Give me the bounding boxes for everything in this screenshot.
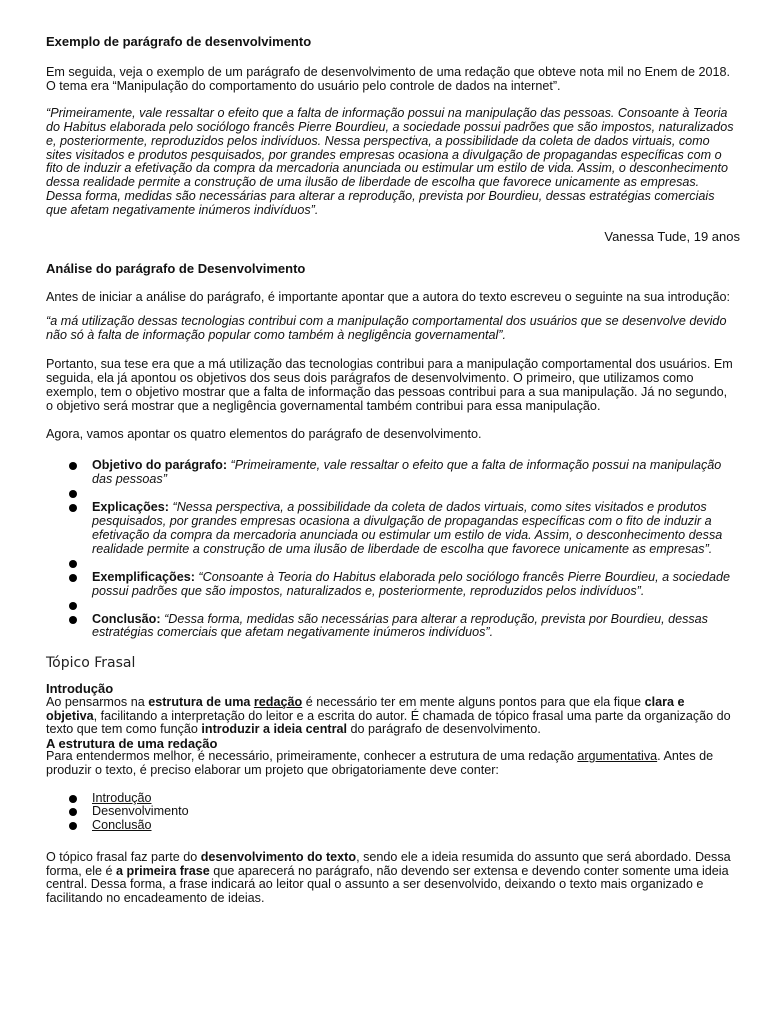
element-label: Exemplificações:	[92, 569, 195, 584]
list-item	[46, 459, 736, 487]
bullet-icon	[69, 490, 77, 498]
redacao-link[interactable]: redação	[253, 694, 303, 709]
elements-list	[46, 459, 736, 640]
topico-paragraph-3: O tópico frasal faz parte do desenvolvimento do texto, sendo ele a ideia resumida do assunto que será abordado. Dessa forma, ele é a primeira frase que aparecerá no parágrafo, não devendo ser extensa e devendo conter somente uma ideia central. Dessa forma, a frase indicará ao leitor qual o assunto a ser desenvolvido, deixando o texto mais organizado e facilitando no encadeamento de ideias.	[46, 850, 731, 906]
subheading-introducao: Introdução	[46, 681, 114, 697]
topico-paragraph-2: Para entendermos melhor, é necessário, primeiramente, conhecer a estrutura de uma redação argumentativa. Antes de produzir o texto, é preciso elaborar um projeto que obrigatoriamente deve conter:	[46, 749, 714, 777]
document-page	[46, 34, 740, 906]
bullet-icon	[69, 504, 77, 512]
list-item	[46, 613, 736, 641]
list-item	[46, 805, 736, 819]
argumentativa-link[interactable]: argumentativa	[577, 749, 658, 764]
bullet-icon	[69, 602, 77, 610]
element-text: “Dessa forma, medidas são necessárias para alterar a reprodução, prevista por Bourdieu, dessas estratégias comerciais que afetam negativamente inúmeros indivíduos”.	[92, 611, 708, 640]
section-heading-analise: Análise do parágrafo de Desenvolvimento	[46, 261, 306, 277]
list-item	[46, 501, 736, 557]
example-quote: “Primeiramente, vale ressaltar o efeito que a falta de informação possui na manipulação das pessoas. Consoante à Teoria do Habitus elaborada pelo sociólogo francês Pierre Bourdieu, a sociedade possui padrões que são impostos, naturalizados e, posteriormente, reproduzidos pelos indivíduos. Nessa perspectiva, a possibilidade da coleta de dados virtuais, como sites visitados e produtos pesquisados, por grandes empresas ocasiona a divulgação de propagandas específicas com o fito de induzir a efetivação da compra da mercadoria anunciada ou estimular um estilo de vida. Assim, o desconhecimento dessa realidade permite a construção de uma ilusão de liberdade de escolha que favorece unicamente as empresas. Dessa forma, medidas são necessárias para alterar a reprodução, prevista por Bourdieu, dessas estratégias comerciais que afetam negativamente inúmeros indivíduos”.	[46, 105, 734, 218]
author-signature: Vanessa Tude, 19 anos	[604, 229, 740, 245]
element-label: Explicações:	[92, 500, 170, 515]
list-item	[46, 819, 736, 833]
intro-paragraph: Em seguida, veja o exemplo de um parágrafo de desenvolvimento de uma redação que obteve nota mil no Enem de 2018. O tema era “Manipulação do comportamento do usuário pelo controle de dados na internet”.	[46, 65, 730, 93]
section-heading-exemplo: Exemplo de parágrafo de desenvolvimento	[46, 34, 312, 49]
subheading-estrutura: A estrutura de uma redação	[46, 735, 218, 751]
element-label: Objetivo do parágrafo:	[92, 458, 228, 473]
thesis-quote: “a má utilização dessas tecnologias contribui com a manipulação comportamental dos usuários que se desenvolve devido não só à falta de informação popular como também à negligência governamental”.	[46, 313, 727, 342]
bullet-icon	[69, 574, 77, 582]
section-title-topico-frasal: Tópico Frasal	[46, 655, 136, 672]
bullet-icon	[69, 616, 77, 624]
thesis-explanation: Portanto, sua tese era que a má utilização das tecnologias contribui para a manipulação comportamental dos usuários. Em seguida, ela já apontou os objetivos dos seus dois parágrafos de desenvolvimento. O primeiro, que utilizamos como exemplo, tem o objetivo mostrar que a falta de informação das pessoas contribui para a sua manipulação. Já no segundo, o objetivo será mostrar que a negligência governamental também contribui para essa manipulação.	[46, 356, 733, 413]
element-text: “Consoante à Teoria do Habitus elaborada pelo sociólogo francês Pierre Bourdieu, a sociedade possui padrões que são impostos, naturalizados e, posteriormente, reproduzidos pelos indivíduos”.	[92, 569, 731, 598]
element-text: “Primeiramente, vale ressaltar o efeito que a falta de informação possui na manipulação das pessoas”	[92, 458, 722, 487]
bullet-icon	[69, 462, 77, 470]
list-item	[46, 792, 736, 806]
list-item-empty	[46, 487, 736, 501]
conclusao-link[interactable]: Conclusão	[92, 818, 152, 833]
bullet-icon	[69, 822, 77, 830]
list-item	[46, 571, 736, 599]
list-item-empty	[46, 599, 736, 613]
element-text: “Nessa perspectiva, a possibilidade da coleta de dados virtuais, como sites visitados e produtos pesquisados, por grandes empresas ocasiona a divulgação de propagandas específicas com o fito de induzir a efetivação da compra da mercadoria anunciada ou estimular um estilo de vida. Assim, o desconhecimento dessa realidade permite a construção de uma ilusão de liberdade de escolha que favorece unicamente as empresas”.	[92, 500, 723, 556]
bullet-icon	[69, 560, 77, 568]
bullet-icon	[69, 808, 77, 816]
structure-list	[46, 792, 736, 834]
analysis-intro: Antes de iniciar a análise do parágrafo, é importante apontar que a autora do texto escreveu o seguinte na sua introdução:	[46, 290, 731, 305]
desenvolvimento-item: Desenvolvimento	[92, 804, 189, 819]
bullet-icon	[69, 795, 77, 803]
element-label: Conclusão:	[92, 611, 161, 626]
introducao-link[interactable]: Introdução	[92, 790, 152, 805]
elements-lead: Agora, vamos apontar os quatro elementos do parágrafo de desenvolvimento.	[46, 427, 482, 442]
topico-paragraph-1: Ao pensarmos na estrutura de uma redação é necessário ter em mente alguns pontos para que ela fique clara e objetiva, facilitando a interpretação do leitor e a escrita do autor. É chamada de tópico frasal uma parte da organização do texto que tem como função introduzir a ideia central do parágrafo de desenvolvimento.	[46, 694, 731, 737]
list-item-empty	[46, 557, 736, 571]
